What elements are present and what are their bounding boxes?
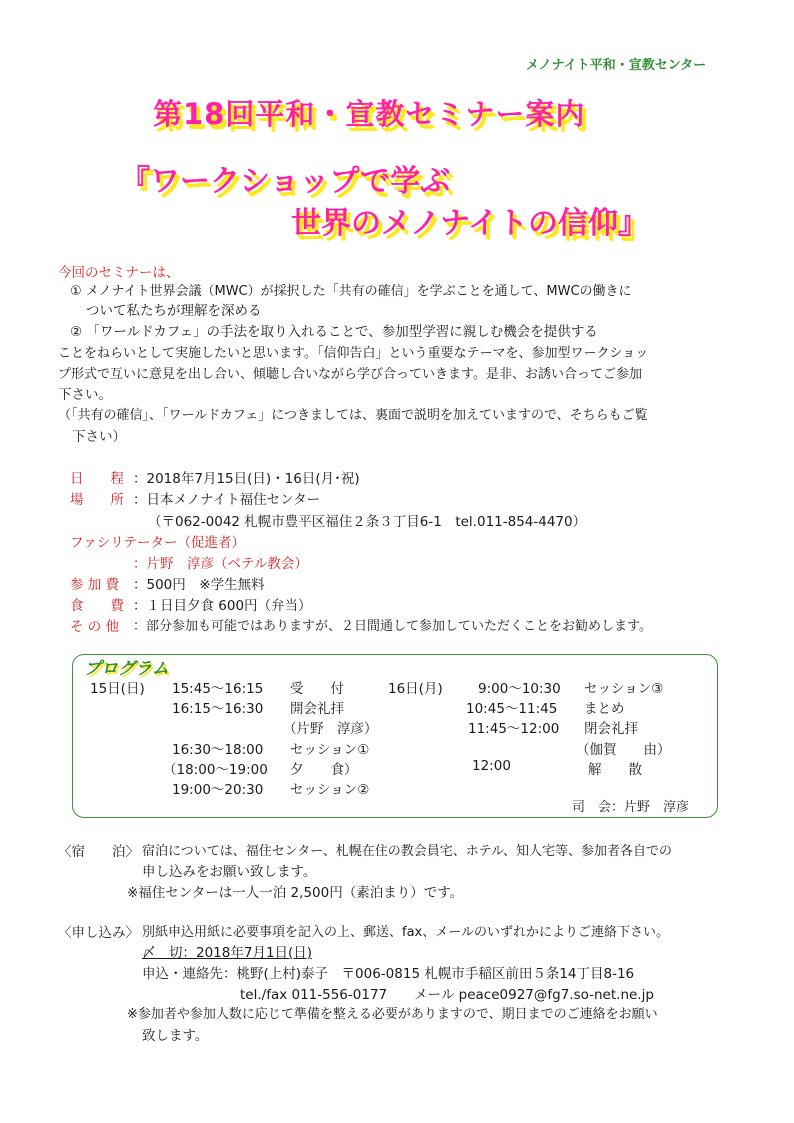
application-tel: tel./fax 011-556-0177 メール peace0927@fg7.so-net.ne.jp [240,987,654,1003]
program-day-2: 16日(月) [388,681,443,697]
application-deadline: 〆 切：2018年7月1日(日) [142,945,313,961]
program-time: （18:00～19:00 [163,762,268,778]
program-day-1: 15日(日) [90,681,145,697]
program-item: 閉会礼拝 [584,721,638,737]
facilitator-value: ：片野 淳彦（ベテル教会） [133,556,308,572]
lodging-line-3: ※福住センターは一人一泊 2,500円（素泊まり）です。 [127,885,464,901]
intro-item-1-line-2: ついて私たちが理解を深める [86,303,262,319]
application-contact: 申込・連絡先：桃野(上村)泰子 〒006-0815 札幌市手稲区前田５条14丁目8-16 [142,966,635,982]
intro-lead: 今回のセミナーは、 [58,265,180,281]
place-label: 場 所 [70,492,124,508]
meal-value: ：１日目夕食 600円（弁当） [133,598,312,614]
program-item: 受 付 [290,681,344,697]
fee-label: 参 加 費 [70,577,120,593]
other-value: ：部分参加も可能ではありますが、２日間通して参加していただくことをお勧めします。 [133,619,652,634]
program-time: 12:00 [472,758,511,774]
lodging-label: 〈宿 泊〉 [58,844,139,860]
program-time: 11:45～12:00 [468,721,560,737]
subtitle-line-2: 世界のメノナイトの信仰』 [291,206,648,241]
other-label: そ の 他 [70,619,120,635]
program-item: セッション② [290,782,370,798]
intro-paragraph-line-2: プ形式で互いに意見を出し合い、傾聴し合いながら学び合っていきます。是非、お誘い合ってご参加 [58,367,642,382]
lodging-line-2: 申し込みをお願い致します。 [142,864,317,880]
program-item: セッション③ [584,681,664,697]
program-item: まとめ [584,701,625,717]
program-item: 夕 食） [290,762,358,778]
intro-paragraph-line-3: 下さい。 [58,387,112,403]
meal-label: 食 費 [70,598,124,614]
date-label: 日 程 [70,471,124,487]
intro-note-line-2: 下さい） [72,429,126,445]
intro-item-1-line-1: ① メノナイト世界会議（MWC）が採択した「共有の確信」を学ぶことを通して、MWCの働きに [70,284,632,299]
organization-name: メノナイト平和・宣教センター [526,58,707,73]
program-time: 10:45～11:45 [466,701,558,717]
intro-paragraph-line-1: ことをねらいとして実施したいと思います。「信仰告白」という重要なテーマを、参加型ワークショッ [58,346,649,361]
fee-value: ：500円 ※学生無料 [133,577,265,593]
application-note-line-2: 致します。 [142,1028,209,1044]
page-title: 第18回平和・宣教セミナー案内 [153,97,586,131]
program-chair: 司 会：片野 淳彦 [572,800,690,815]
place-address: （〒062-0042 札幌市豊平区福住２条３丁目6-1 tel.011-854-4470） [148,514,587,530]
program-item: セッション① [290,742,370,758]
application-label: 〈申し込み〉 [58,925,139,941]
program-item: 解 散 [588,762,642,778]
application-line-1: 別紙申込用紙に必要事項を記入の上、郵送、fax、メールのいずれかによりご連絡下さい。 [142,925,669,940]
program-time: 19:00～20:30 [172,782,264,798]
place-value: ：日本メノナイト福住センター [133,492,321,508]
program-time: 9:00～10:30 [478,681,561,697]
program-item: 開会礼拝 [290,701,344,717]
facilitator-label: ファシリテーター（促進者） [70,535,245,551]
program-time: 15:45～16:15 [172,681,264,697]
program-time: 16:15～16:30 [172,701,264,717]
application-note-line-1: ※参加者や参加人数に応じて準備を整える必要がありますので、期日までのご連絡をお願い [127,1007,658,1022]
intro-note-line-1: （「共有の確信」、「ワールドカフェ」につきましては、裏面で説明を加えていますので、そちらもご覧 [58,408,648,423]
lodging-line-1: 宿泊については、福住センター、札幌在住の教会員宅、ホテル、知人宅等、参加者各自での [142,844,673,859]
date-value: ：2018年7月15日(日)・16日(月･祝) [133,471,360,487]
program-heading: プログラム [84,659,169,679]
program-item: （片野 淳彦） [283,721,378,737]
subtitle-line-1: 『ワークショップで学ぶ [120,164,451,199]
program-item: （伽賀 由） [576,742,671,758]
intro-item-2: ② 「ワールドカフェ」の手法を取り入れることで、参加型学習に親しむ機会を提供する [70,324,598,340]
program-time: 16:30～18:00 [172,742,264,758]
